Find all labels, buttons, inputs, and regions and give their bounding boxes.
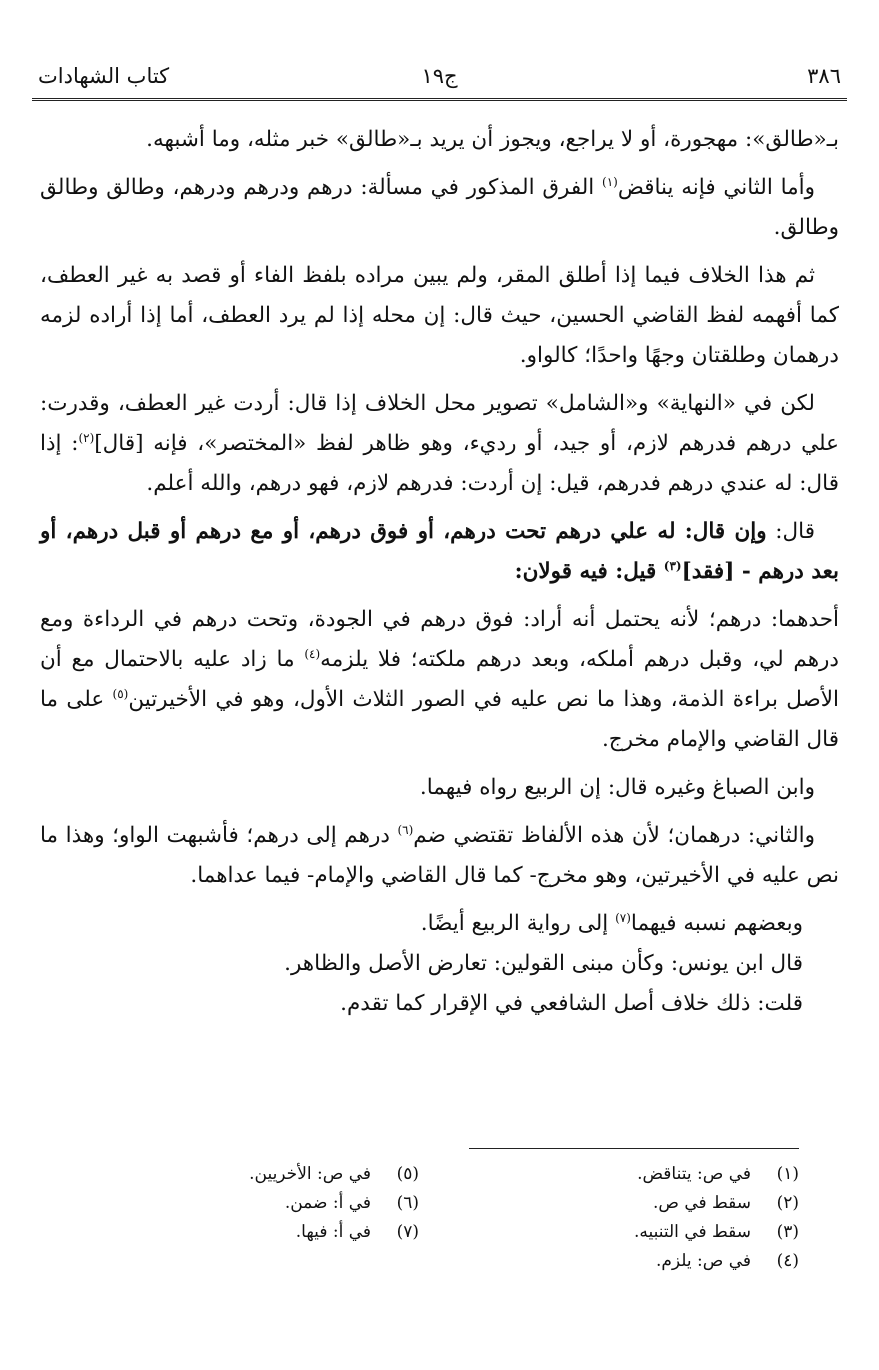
footnote-rule [469,1148,799,1149]
footnote: (٣) سقط في التنبيه. [633,1222,799,1242]
paragraph: بـ«طالق»: مهجورة، أو لا يراجع، ويجوز أن يريد بـ«طالق» خبر مثله، وما أشبهه. [146,127,839,152]
footnote: (١) في ص: يتناقض. [637,1164,799,1184]
volume-label: ج١٩ [421,64,458,88]
footnote: (٥) في ص: الأخريين. [249,1164,419,1184]
footnote-column-right [469,1160,799,1276]
footnote-ref: (٤) [304,646,321,661]
paragraph: وبعضهم نسبه فيهما$^{(٧)}$ إلى رواية الربيع أيضًا. [420,910,803,936]
paragraph: وأما الثاني فإنه يناقض$^{(١)}$ الفرق المذكور في مسألة: درهم ودرهم ودرهم، وطالق وطالق وطالق. [40,174,839,240]
paragraph: قال ابن يونس: وكأن مبنى القولين: تعارض الأصل والظاهر. [284,951,803,976]
footnote-ref: (٣) [663,558,682,573]
footnote: (٢) سقط في ص. [652,1193,799,1213]
book-title: كتاب الشهادات [38,64,170,88]
page-header [38,58,841,98]
footnote-ref: (٥) [112,686,129,701]
paragraph: قال: وإن قال: له علي درهم تحت درهم، أو فوق درهم، أو مع درهم أو قبل درهم، أو بعد درهم - [فقد]$^{(٣)}$ قيل: فيه قولان: [40,519,839,584]
footnote: (٧) في أ: فيها. [295,1222,419,1242]
matn-text: وإن قال: له علي درهم تحت درهم، أو فوق درهم، أو مع درهم أو قبل درهم، أو بعد درهم - [فقد]$^{(٣)}$ قيل: فيه قولان: [40,519,839,584]
header-rule [32,98,847,101]
page-number: ٣٨٦ [807,64,841,88]
footnote: (٦) في أ: ضمن. [284,1193,419,1213]
footnote-ref: (٦) [397,822,414,837]
paragraph: والثاني: درهمان؛ لأن هذه الألفاظ تقتضي ضم$^{(٦)}$ درهم إلى درهم؛ فأشبهت الواو؛ وهذا ما نص عليه في الأخيرتين، وهو مخرج- كما قال القاضي والإمام- فيما عداهما. [40,822,839,888]
paragraph: أحدهما: درهم؛ لأنه يحتمل أنه أراد: فوق درهم في الجودة، وتحت درهم في الرداءة ومع درهم لي، وقبل درهم أملكه، وبعد درهم ملكته؛ فلا يلزمه$^{(٤)}$ ما زاد عليه بالاحتمال مع أن الأصل براءة الذمة، وهذا ما نص عليه في الصور الثلاث الأول، وهو في الأخيرتين$^{(٥)}$ على ما قال القاضي والإمام مخرج. [40,607,839,752]
footnote-ref: (٢) [78,430,95,445]
paragraph: ثم هذا الخلاف فيما إذا أطلق المقر، ولم يبين مراده بلفظ الفاء أو قصد به غير العطف، كما أفهمه لفظ القاضي الحسين، حيث قال: إن محله إذا لم يرد العطف، أما إذا أراده لزمه درهمان وطلقتان وجهًا واحدًا؛ كالواو. [40,263,839,368]
footnote: (٤) في ص: يلزم. [655,1251,799,1271]
paragraph: لكن في «النهاية» و«الشامل» تصوير محل الخلاف إذا قال: أردت غير العطف، وقدرت: علي درهم فدرهم لازم، أو جيد، أو رديء، وهو ظاهر لفظ «المختصر»، فإنه [قال]$^{(٢)}$: إذا قال: له عندي درهم فدرهم، قيل: إن أردت: فدرهم لازم، فهو درهم، والله أعلم. [40,391,839,496]
page-body [40,120,839,1024]
paragraph: وابن الصباغ وغيره قال: إن الربيع رواه فيهما. [419,775,815,800]
footnote-ref: (١) [602,174,618,189]
paragraph: قلت: ذلك خلاف أصل الشافعي في الإقرار كما تقدم. [340,991,803,1016]
footnote-ref: (٧) [615,910,631,925]
footnote-column-left [89,1160,419,1247]
